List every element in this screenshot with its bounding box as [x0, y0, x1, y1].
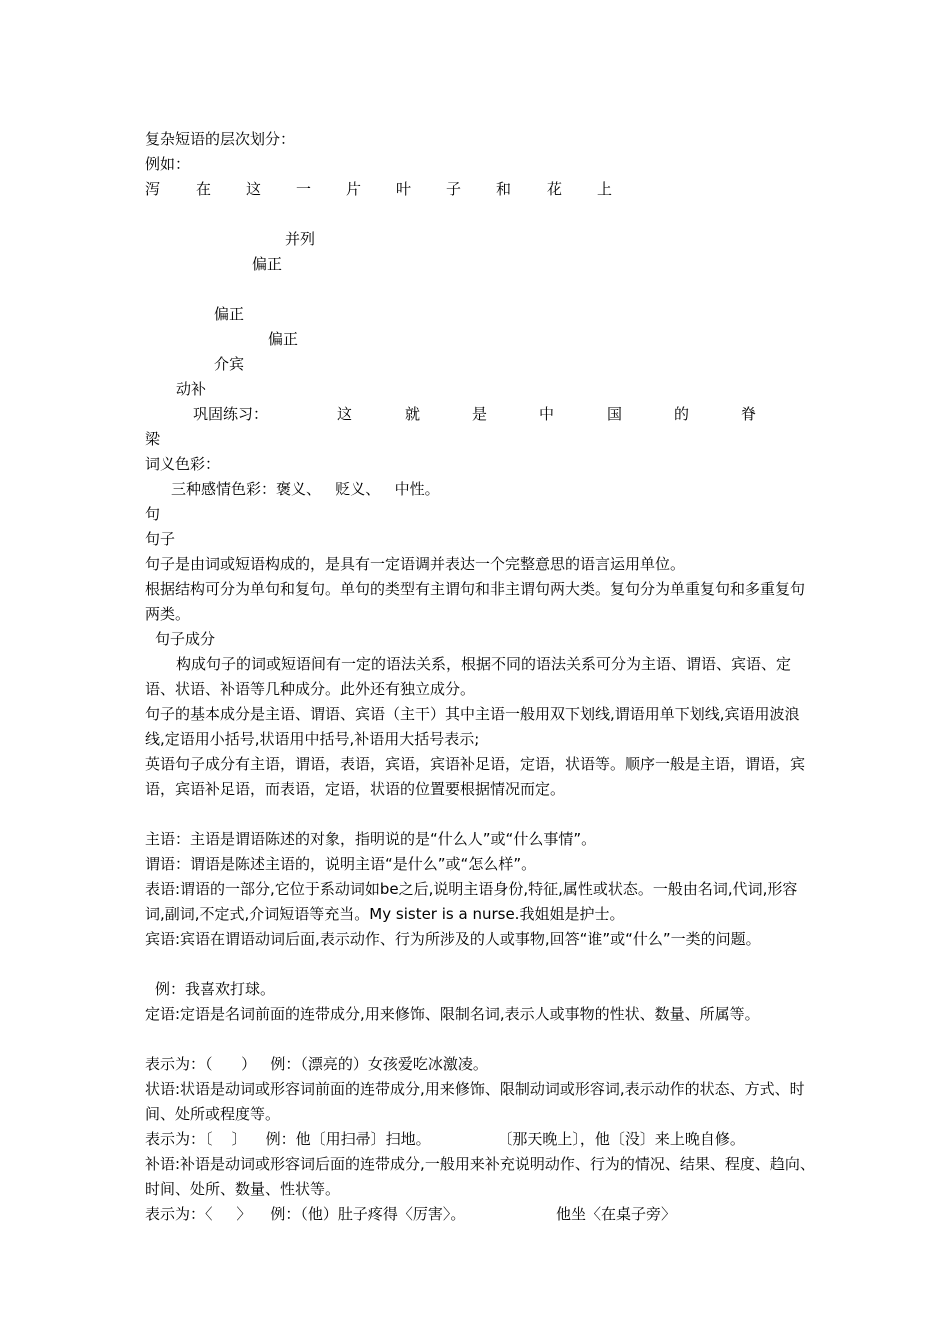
practice-char: 这: [337, 405, 353, 423]
example-char: 这: [246, 180, 262, 198]
analysis-label: 偏正: [268, 330, 299, 348]
practice-char: 的: [674, 405, 690, 423]
object-example: 例：我喜欢打球。: [155, 980, 276, 998]
practice-char: 脊: [741, 405, 757, 423]
example-char: 上: [597, 180, 613, 198]
example-char: 一: [296, 180, 312, 198]
complement-definition: 补语:补语是动词或形容词后面的连带成分,一般用来补充说明动作、行为的情况、结果、程度、趋向、时间、处所、数量、性状等。: [145, 1155, 815, 1198]
predicate-definition: 谓语：谓语是陈述主语的，说明主语“是什么”或“怎么样”。: [145, 855, 537, 873]
predicative-definition: 表语:谓语的一部分,它位于系动词如be之后,说明主语身份,特征,属性或状态。一般由名词,代词,形容词,副词,不定式,介词短语等充当。My sister is a nurse.我姐姐是护士。: [145, 880, 798, 923]
example-char: 和: [496, 180, 512, 198]
practice-char: 中: [539, 405, 555, 423]
practice-char: 就: [405, 405, 421, 423]
attributive-representation: 表示为：（ ） 例：（漂亮的）女孩爱吃冰激凌。: [145, 1055, 488, 1073]
example-char: 叶: [396, 180, 412, 198]
components-paragraph-1: 构成句子的词或短语间有一定的语法关系，根据不同的语法关系可分为主语、谓语、宾语、定语、状语、补语等几种成分。此外还有独立成分。: [145, 655, 792, 698]
sentence-marker: 句: [145, 505, 161, 523]
components-paragraph-3: 英语句子成分有主语，谓语，表语，宾语，宾语补足语，定语，状语等。顺序一般是主语，谓语，宾语，宾语补足语，而表语，定语，状语的位置要根据情况而定。: [145, 755, 806, 798]
analysis-label: 介宾: [214, 355, 245, 373]
example-label: 例如：: [145, 155, 191, 173]
analysis-label: 偏正: [214, 305, 245, 323]
components-paragraph-2: 句子的基本成分是主语、谓语、宾语（主干）其中主语一般用双下划线,谓语用单下划线,宾语用波浪线,定语用小括号,状语用中括号,补语用大括号表示;: [145, 705, 800, 748]
analysis-label: 并列: [285, 230, 316, 248]
example-char: 花: [547, 180, 563, 198]
sentence-heading: 句子: [145, 530, 176, 548]
example-char: 片: [346, 180, 362, 198]
example-char: 在: [196, 180, 212, 198]
adverbial-representation: 表示为：〔 〕 例：他〔用扫帚〕扫地。 〔那天晚上〕，他〔没〕来上晚自修。: [145, 1130, 745, 1148]
subject-definition: 主语：主语是谓语陈述的对象，指明说的是“什么人”或“什么事情”。: [145, 830, 597, 848]
practice-sentence: [337, 402, 767, 427]
analysis-label: 动补: [176, 380, 207, 398]
adverbial-definition: 状语:状语是动词或形容词前面的连带成分,用来修饰、限制动词或形容词,表示动作的状态、方式、时间、处所或程度等。: [145, 1080, 805, 1123]
practice-label: 巩固练习：: [193, 405, 269, 423]
practice-tail: 梁: [145, 430, 161, 448]
analysis-label: 偏正: [252, 255, 283, 273]
phrase-heading: 复杂短语的层次划分：: [145, 130, 296, 148]
practice-char: 国: [607, 405, 623, 423]
components-heading: 句子成分: [155, 630, 216, 648]
practice-char: 是: [472, 405, 488, 423]
example-sentence: [145, 177, 645, 202]
sentence-definition: 句子是由词或短语构成的，是具有一定语调并表达一个完整意思的语言运用单位。: [145, 555, 686, 573]
object-definition: 宾语:宾语在谓语动词后面,表示动作、行为所涉及的人或事物,回答“谁”或“什么”一类的问题。: [145, 930, 761, 948]
example-char: 子: [446, 180, 462, 198]
color-heading: 词义色彩：: [145, 455, 221, 473]
sentence-structure: 根据结构可分为单句和复句。单句的类型有主谓句和非主谓句两大类。复句分为单重复句和多重复句两类。: [145, 580, 806, 623]
color-line: 三种感情色彩：褒义、 贬义、 中性。: [171, 480, 440, 498]
complement-representation: 表示为：〈 〉 例：（他）肚子疼得〈厉害〉。 他坐〈在桌子旁〉: [145, 1205, 677, 1223]
example-char: 泻: [145, 180, 161, 198]
attributive-definition: 定语:定语是名词前面的连带成分,用来修饰、限制名词,表示人或事物的性状、数量、所属等。: [145, 1005, 760, 1023]
